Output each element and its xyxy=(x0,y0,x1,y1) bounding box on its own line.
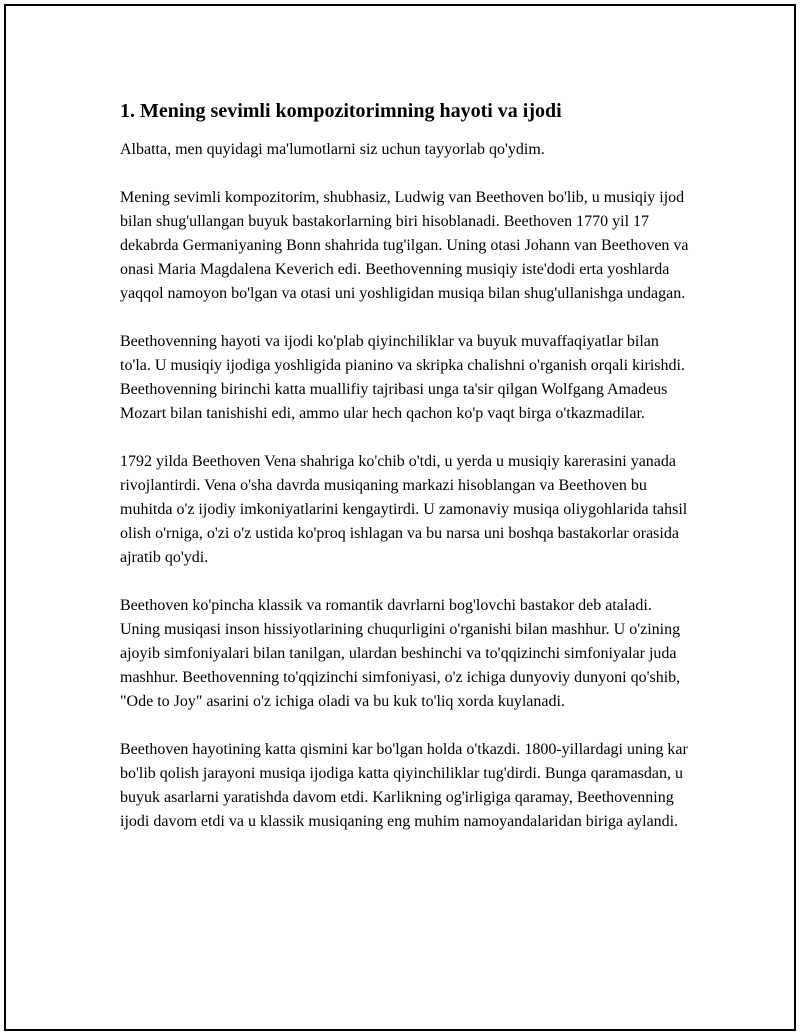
paragraph-vienna: 1792 yilda Beethoven Vena shahriga ko'chib o'tdi, u yerda u musiqiy karerasini yanada rivojlantirdi. Vena o'sha davrda musiqaning markazi hisoblangan va Beethoven bu muhitda o'z ijodiy imkoniyatlarini kengaytirdi. U zamonaviy musiqa oliygohlarida tahsil olish o'rniga, o'zi o'z ustida ko'proq ishlagan va bu narsa uni boshqa bastakorlar orasida ajratib qo'ydi. xyxy=(120,453,688,566)
document-body xyxy=(120,92,692,858)
paragraph-early-career: Beethovenning hayoti va ijodi ko'plab qiyinchiliklar va buyuk muvaffaqiyatlar bilan to'la. U musiqiy ijodiga yoshligida pianino va skripka chalishni o'rganish orqali kirishdi. Beethovenning birinchi katta muallifiy tajribasi unga ta'sir qilgan Wolfgang Amadeus Mozart bilan tanishishi edi, ammo ular hech qachon ko'p vaqt birga o'tkazmadilar. xyxy=(120,333,685,422)
paragraph-birth: Mening sevimli kompozitorim, shubhasiz, Ludwig van Beethoven bo'lib, u musiqiy ijod bilan shug'ullangan buyuk bastakorlarning biri hisoblanadi. Beethoven 1770 yil 17 dekabrda Germaniyaning Bonn shahrida tug'ilgan. Uning otasi Johann van Beethoven va onasi Maria Magdalena Keverich edi. Beethovenning musiqiy iste'dodi erta yoshlarda yaqqol namoyon bo'lgan va otasi uni yoshligidan musiqa bilan shug'ullanishga undagan. xyxy=(120,189,689,302)
page-title: 1. Mening sevimli kompozitorimning hayoti va ijodi xyxy=(120,100,562,122)
paragraph-deafness: Beethoven hayotining katta qismini kar bo'lgan holda o'tkazdi. 1800-yillardagi uning kar bo'lib qolish jarayoni musiqa ijodiga katta qiyinchiliklar tug'dirdi. Bunga qaramasdan, u buyuk asarlarni yaratishda davom etdi. Karlikning og'irligiga qaramay, Beethovenning ijodi davom etdi va u klassik musiqaning eng muhim namoyandalaridan biriga aylandi. xyxy=(120,741,688,830)
page-frame xyxy=(4,4,796,1031)
paragraph-legacy: Beethoven ko'pincha klassik va romantik davrlarni bog'lovchi bastakor deb ataladi. Uning musiqasi inson hissiyotlarining chuqurligini o'rganishi bilan mashhur. U o'zining ajoyib simfoniyalari bilan tanilgan, ulardan beshinchi va to'qqizinchi simfoniyalar juda mashhur. Beethovenning to'qqizinchi simfoniyasi, o'z ichiga dunyoviy dunyoni qo'shib, "Ode to Joy" asarini o'z ichiga oladi va bu kuk to'liq xorda kuylanadi. xyxy=(120,597,681,710)
paragraph-intro: Albatta, men quyidagi ma'lumotlarni siz uchun tayyorlab qo'ydim. xyxy=(120,141,545,158)
